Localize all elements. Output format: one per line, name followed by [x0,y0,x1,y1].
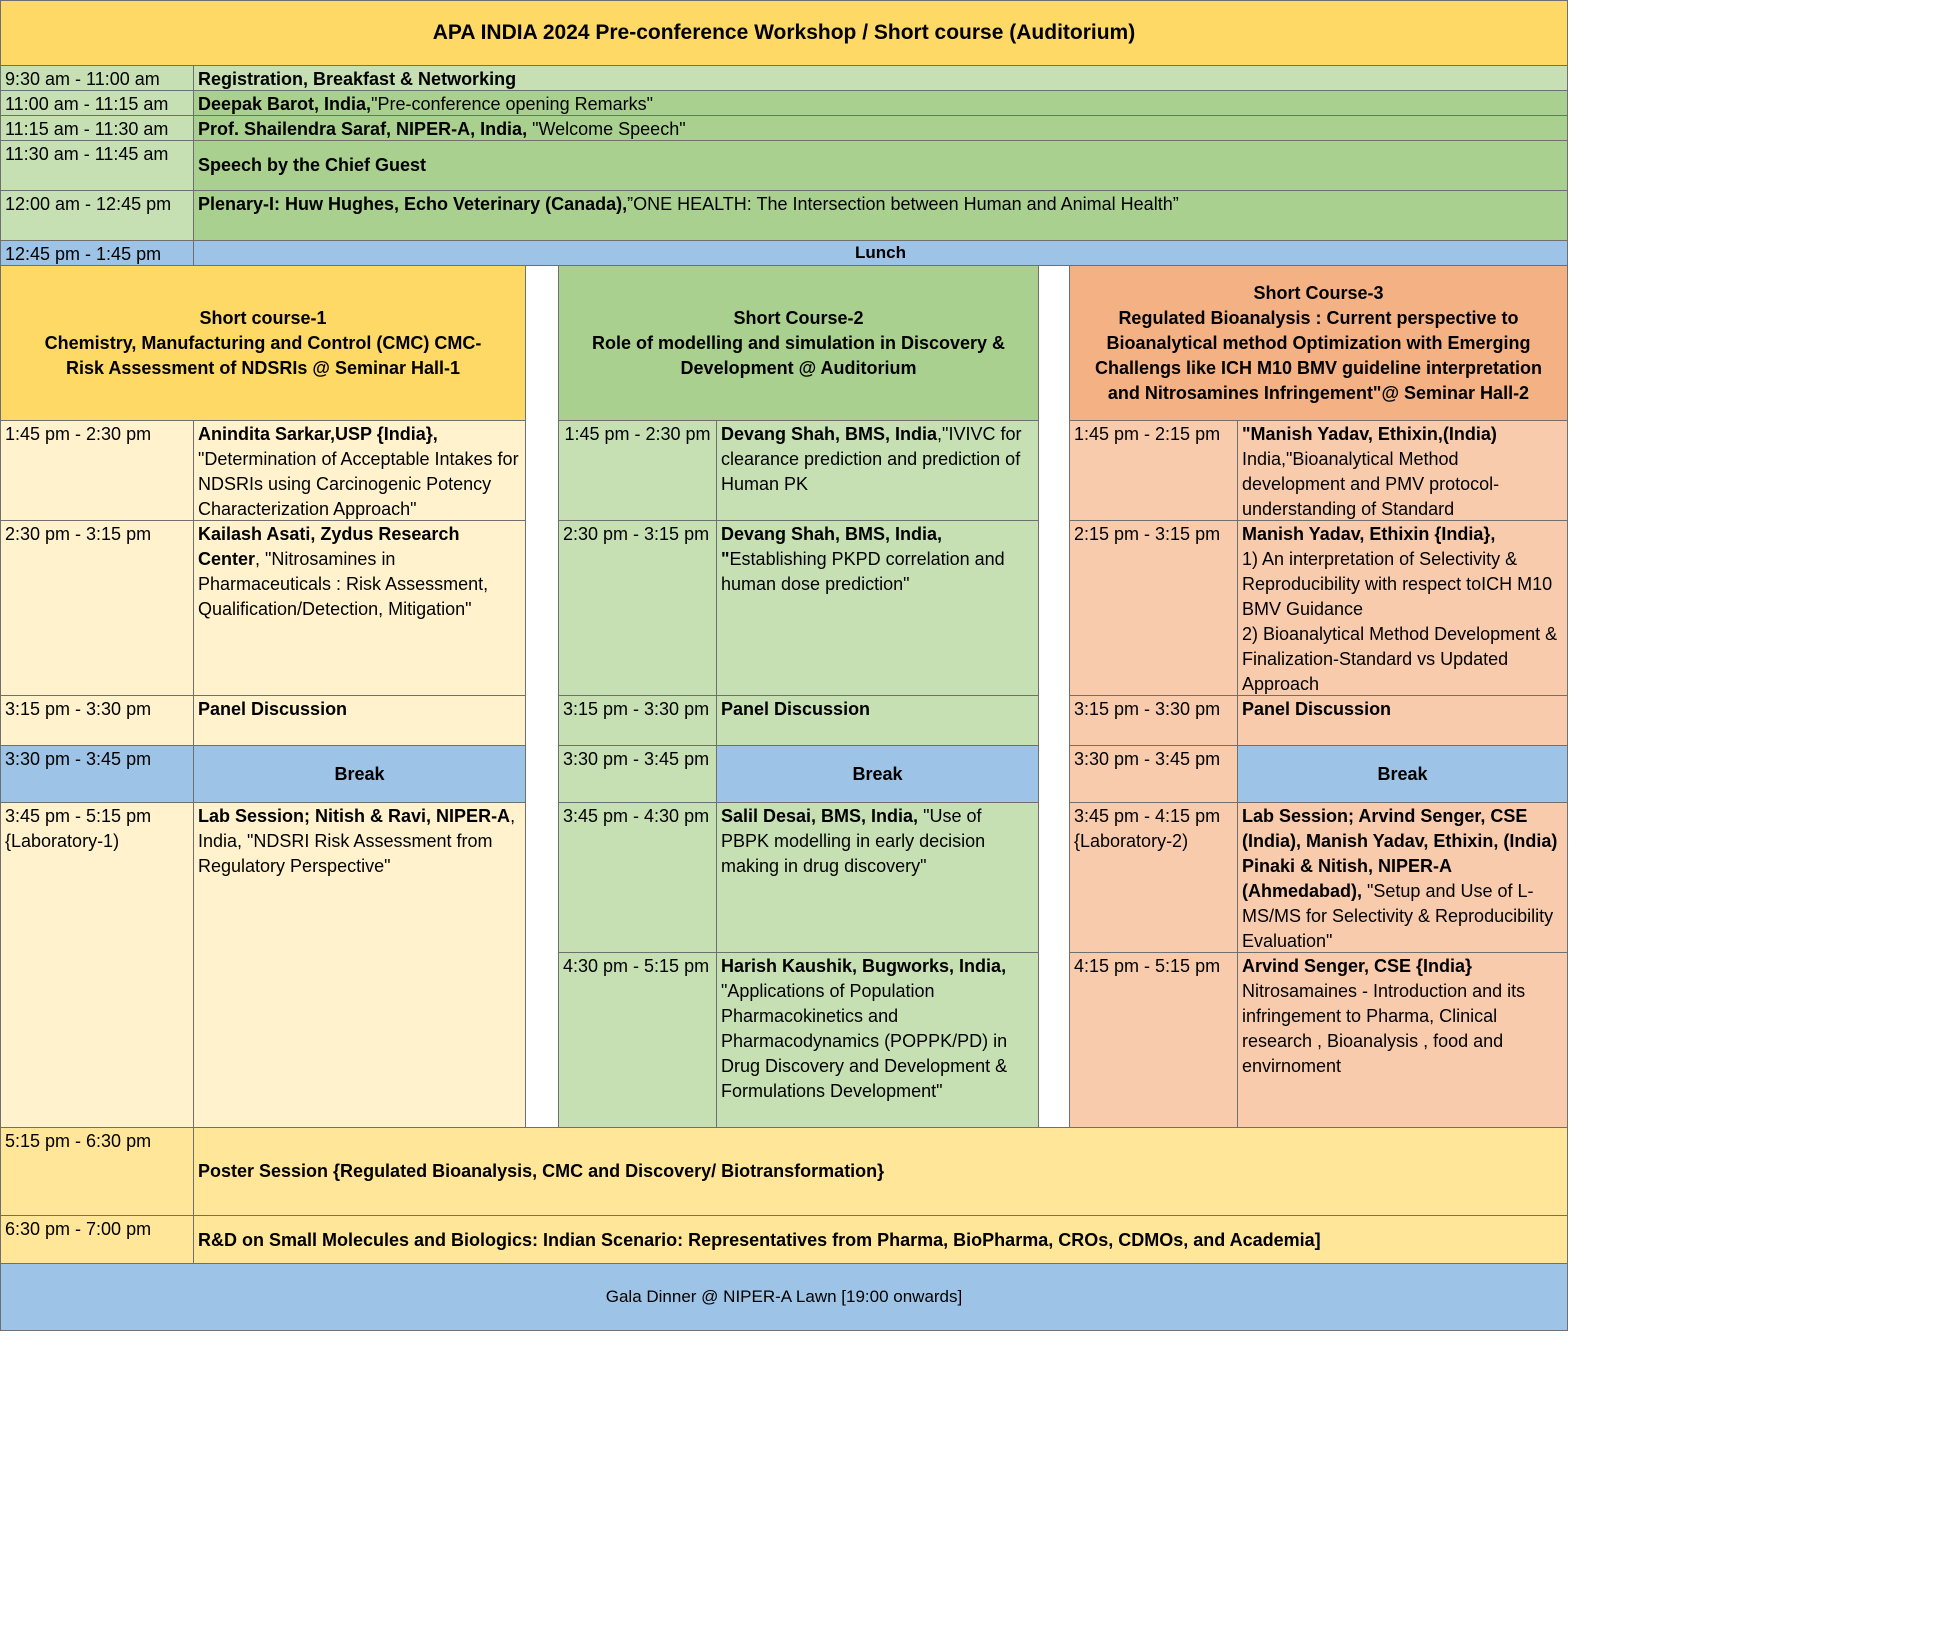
lunch-label: Lunch [193,240,1568,266]
session-cell: Panel Discussion [193,695,526,746]
time-cell: 3:30 pm - 3:45 pm [0,745,194,803]
time-cell: 11:15 am - 11:30 am [0,115,194,141]
time-cell: 6:30 pm - 7:00 pm [0,1215,194,1264]
time-cell: 12:45 pm - 1:45 pm [0,240,194,266]
time-cell: 9:30 am - 11:00 am [0,65,194,91]
session-cell: Lab Session; Nitish & Ravi, NIPER-A, India, "NDSRI Risk Assessment from Regulatory Perspective" [193,802,526,1128]
gala-dinner: Gala Dinner @ NIPER-A Lawn [19:00 onwards] [0,1263,1568,1331]
session-cell: Panel Discussion [1237,695,1568,746]
session-cell: "Manish Yadav, Ethixin,(India) India,"Bioanalytical Method development and PMV protocol-understanding of Standard [1237,420,1568,521]
agenda-item: Plenary-I: Huw Hughes, Echo Veterinary (Canada),”ONE HEALTH: The Intersection between Human and Animal Health” [193,190,1568,241]
time-cell: 3:15 pm - 3:30 pm [0,695,194,746]
break-label: Break [193,745,526,803]
session-cell: Kailash Asati, Zydus Research Center, "Nitrosamines in Pharmaceuticals : Risk Assessment, Qualification/Detection, Mitigation" [193,520,526,696]
session-cell: Harish Kaushik, Bugworks, India, "Applications of Population Pharmacokinetics and Pharmacodynamics (POPPK/PD) in Drug Discovery and Development & Formulations Development" [716,952,1039,1128]
time-cell: 2:30 pm - 3:15 pm [558,520,717,696]
time-cell: 2:15 pm - 3:15 pm [1069,520,1238,696]
page-title: APA INDIA 2024 Pre-conference Workshop / Short course (Auditorium) [0,0,1568,66]
time-cell: 3:30 pm - 3:45 pm [1069,745,1238,803]
session-cell: Anindita Sarkar,USP {India}, "Determination of Acceptable Intakes for NDSRIs using Carcinogenic Potency Characterization Approach" [193,420,526,521]
time-cell: 5:15 pm - 6:30 pm [0,1127,194,1216]
time-cell: 2:30 pm - 3:15 pm [0,520,194,696]
course-1-heading: Short course-1 Chemistry, Manufacturing and Control (CMC) CMC- Risk Assessment of NDSRIs @ Seminar Hall-1 [0,265,526,421]
session-cell: Panel Discussion [716,695,1039,746]
session-cell: Lab Session; Arvind Senger, CSE (India), Manish Yadav, Ethixin, (India) Pinaki & Nitish, NIPER-A (Ahmedabad), "Setup and Use of L-MS/MS for Selectivity & Reproducibility Evaluation" [1237,802,1568,953]
agenda-item: Prof. Shailendra Saraf, NIPER-A, India, "Welcome Speech" [193,115,1568,141]
session-cell: Manish Yadav, Ethixin {India}, 1) An interpretation of Selectivity & Reproducibility with respect toICH M10 BMV Guidance 2) Bioanalytical Method Development & Finalization-Standard vs Updated Approach [1237,520,1568,696]
time-cell: 3:15 pm - 3:30 pm [558,695,717,746]
session-cell: Salil Desai, BMS, India, "Use of PBPK modelling in early decision making in drug discovery" [716,802,1039,953]
break-label: Break [1237,745,1568,803]
course-3-heading: Short Course-3 Regulated Bioanalysis : Current perspective to Bioanalytical method Optimization with Emerging Challengs like ICH M10 BMV guideline interpretation and Nitrosamines Infringement"@ Seminar Hall-2 [1069,265,1568,421]
time-cell: 3:30 pm - 3:45 pm [558,745,717,803]
agenda-item: R&D on Small Molecules and Biologics: Indian Scenario: Representatives from Pharma, BioPharma, CROs, CDMOs, and Academia] [193,1215,1568,1264]
time-cell: 1:45 pm - 2:15 pm [1069,420,1238,521]
session-cell: Devang Shah, BMS, India, "Establishing PKPD correlation and human dose prediction" [716,520,1039,696]
time-cell: 3:45 pm - 4:30 pm [558,802,717,953]
agenda-item: Deepak Barot, India,"Pre-conference opening Remarks" [193,90,1568,116]
time-cell: 12:00 am - 12:45 pm [0,190,194,241]
time-cell: 4:15 pm - 5:15 pm [1069,952,1238,1128]
agenda-item: Registration, Breakfast & Networking [193,65,1568,91]
time-cell: 3:45 pm - 5:15 pm {Laboratory-1) [0,802,194,1128]
time-cell: 11:00 am - 11:15 am [0,90,194,116]
break-label: Break [716,745,1039,803]
time-cell: 3:15 pm - 3:30 pm [1069,695,1238,746]
time-cell: 11:30 am - 11:45 am [0,140,194,191]
time-cell: 3:45 pm - 4:15 pm {Laboratory-2) [1069,802,1238,953]
time-cell: 1:45 pm - 2:30 pm [558,420,717,521]
time-cell: 4:30 pm - 5:15 pm [558,952,717,1128]
session-cell: Devang Shah, BMS, India,"IVIVC for clearance prediction and prediction of Human PK [716,420,1039,521]
course-2-heading: Short Course-2 Role of modelling and simulation in Discovery & Development @ Auditorium [558,265,1039,421]
agenda-item: Speech by the Chief Guest [193,140,1568,191]
session-cell: Arvind Senger, CSE {India} Nitrosamaines - Introduction and its infringement to Pharma, Clinical research , Bioanalysis , food and envirnoment [1237,952,1568,1128]
time-cell: 1:45 pm - 2:30 pm [0,420,194,521]
agenda-item: Poster Session {Regulated Bioanalysis, CMC and Discovery/ Biotransformation} [193,1127,1568,1216]
